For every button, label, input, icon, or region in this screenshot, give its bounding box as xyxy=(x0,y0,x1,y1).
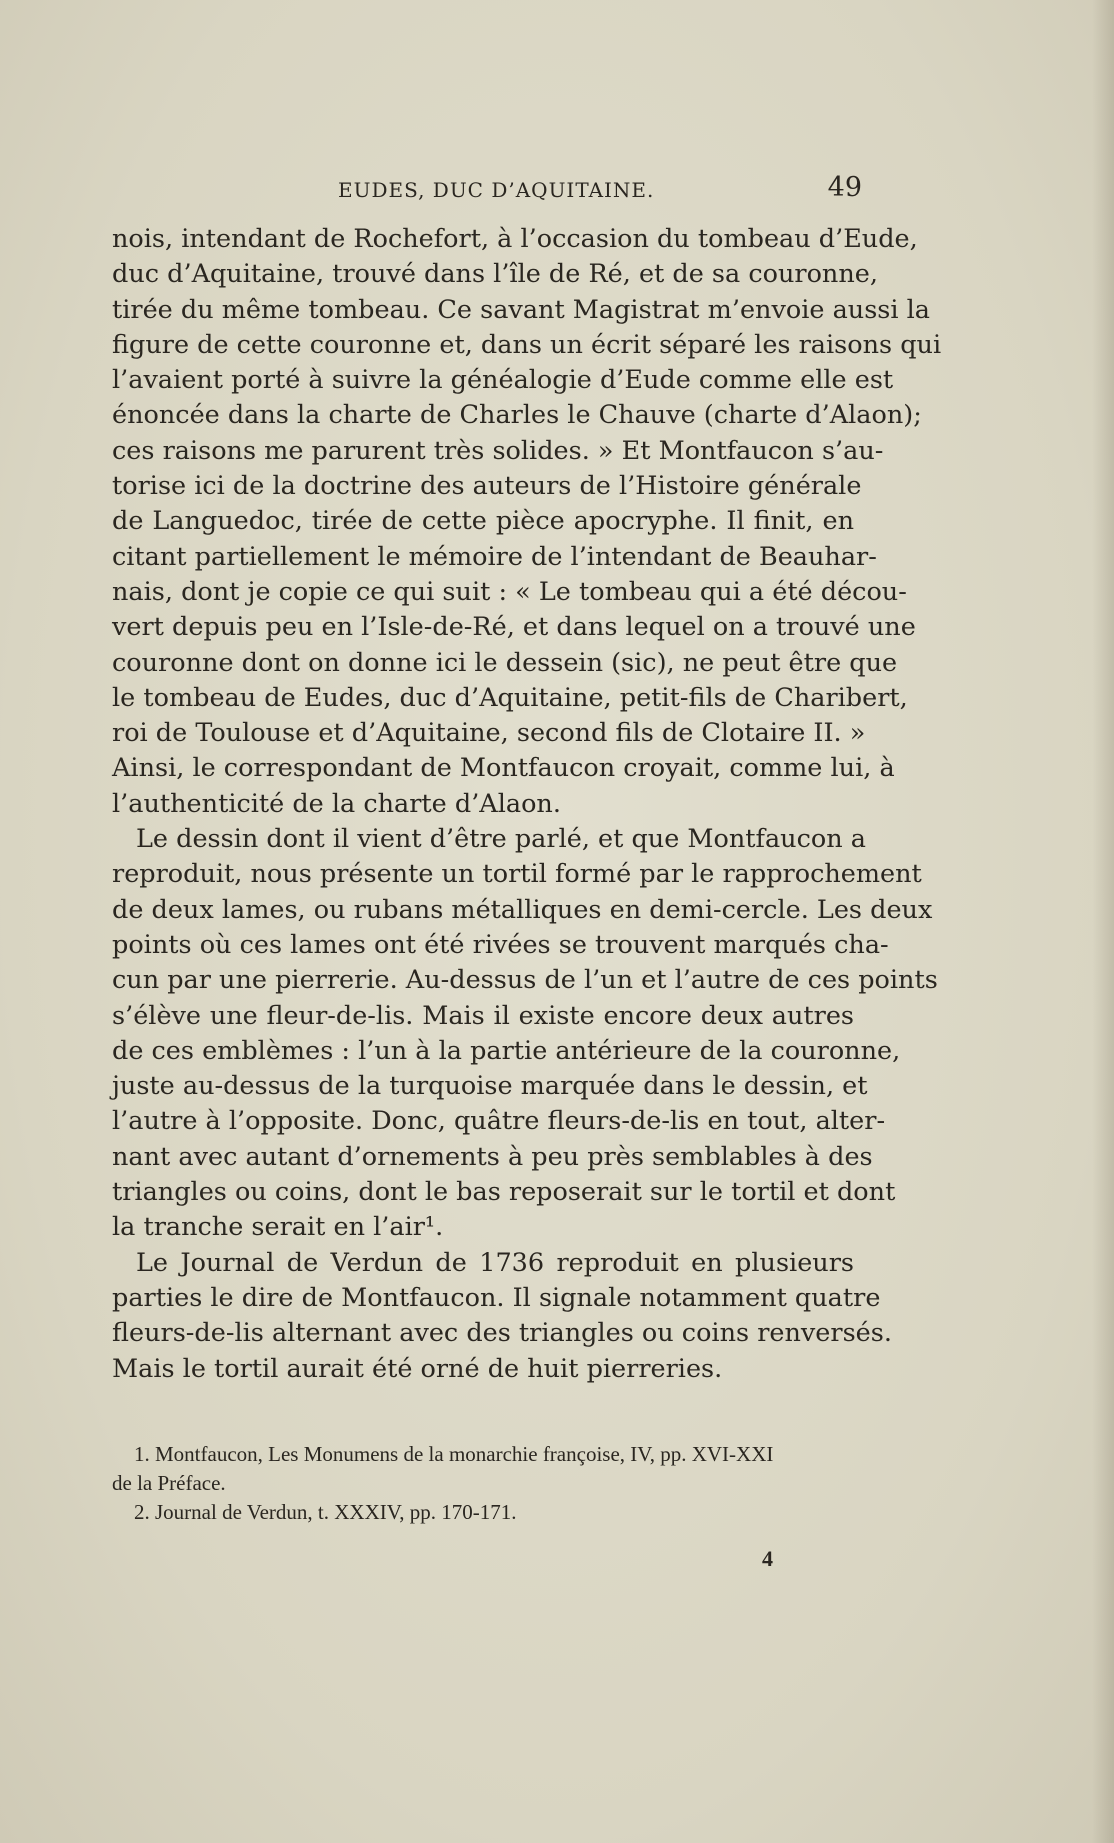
text-line: Mais le tortil aurait été orné de huit pierreries. xyxy=(112,1353,723,1384)
text-line: de ces emblèmes : l’un à la partie antérieure de la couronne, xyxy=(112,1035,901,1066)
footnote-2: 2. Journal de Verdun, t. XXXIV, pp. 170-171. xyxy=(134,1500,517,1524)
text-line: cun par une pierrerie. Au-dessus de l’un et l’autre de ces points xyxy=(112,965,938,996)
text-line: l’autre à l’opposite. Donc, quâtre fleurs-de-lis en tout, alter- xyxy=(112,1106,886,1137)
text-line: nant avec autant d’ornements à peu près semblables à des xyxy=(112,1141,873,1172)
page-number: 49 xyxy=(827,172,862,203)
text-line: duc d’Aquitaine, trouvé dans l’île de Ré, et de sa couronne, xyxy=(112,259,878,290)
text-line: nois, intendant de Rochefort, à l’occasion du tombeau d’Eude, xyxy=(112,224,918,254)
text-line: fleurs-de-lis alternant avec des triangles ou coins renversés. xyxy=(112,1318,892,1349)
text-line: couronne dont on donne ici le dessein (sic), ne peut être que xyxy=(112,647,898,678)
text-line: de deux lames, ou rubans métalliques en demi-cercle. Les deux xyxy=(112,894,933,925)
text-line: nais, dont je copie ce qui suit : « Le tombeau qui a été décou- xyxy=(112,576,907,607)
body-text xyxy=(112,222,942,1387)
page-edge-shadow xyxy=(1092,0,1114,1843)
text-line: Le dessin dont il vient d’être parlé, et que Montfaucon a xyxy=(136,824,866,855)
text-line: l’authenticité de la charte d’Alaon. xyxy=(112,788,561,819)
text-line: points où ces lames ont été rivées se trouvent marqués cha- xyxy=(112,929,889,960)
text-line: l’avaient porté à suivre la généalogie d’Eude comme elle est xyxy=(112,365,894,396)
text-line: de Languedoc, tirée de cette pièce apocryphe. Il finit, en xyxy=(112,506,854,537)
text-line: citant partiellement le mémoire de l’intendant de Beauhar- xyxy=(112,541,877,572)
page-header xyxy=(112,172,862,208)
text-line: Le Journal de Verdun de 1736 reproduit en plusieurs xyxy=(136,1247,854,1278)
text-line: le tombeau de Eudes, duc d’Aquitaine, petit-fils de Charibert, xyxy=(112,682,908,713)
footnote-1: 1. Montfaucon, Les Monumens de la monarchie françoise, IV, pp. XVI-XXI xyxy=(134,1442,774,1466)
text-line: tirée du même tombeau. Ce savant Magistrat m’envoie aussi la xyxy=(112,294,930,325)
running-head: EUDES, DUC D’AQUITAINE. xyxy=(338,178,655,202)
text-line: Ainsi, le correspondant de Montfaucon croyait, comme lui, à xyxy=(112,753,895,784)
text-line: parties le dire de Montfaucon. Il signale notamment quatre xyxy=(112,1282,881,1313)
text-line: roi de Toulouse et d’Aquitaine, second fils de Clotaire II. » xyxy=(112,718,866,749)
text-line: la tranche serait en l’air¹. xyxy=(112,1212,444,1243)
text-line: triangles ou coins, dont le bas reposerait sur le tortil et dont xyxy=(112,1177,896,1208)
text-line: torise ici de la doctrine des auteurs de l’Histoire générale xyxy=(112,471,862,502)
text-line: reproduit, nous présente un tortil formé par le rapprochement xyxy=(112,859,922,890)
text-line: vert depuis peu en l’Isle-de-Ré, et dans lequel on a trouvé une xyxy=(112,612,916,643)
text-line: ces raisons me parurent très solides. » Et Montfaucon s’au- xyxy=(112,435,884,466)
footnote-1-cont: de la Préface. xyxy=(112,1471,226,1495)
text-line: s’élève une fleur-de-lis. Mais il existe encore deux autres xyxy=(112,1000,854,1031)
signature-mark: 4 xyxy=(762,1546,773,1571)
footnotes xyxy=(112,1440,854,1527)
text-line: juste au-dessus de la turquoise marquée dans le dessin, et xyxy=(112,1071,868,1102)
text-line: énoncée dans la charte de Charles le Chauve (charte d’Alaon); xyxy=(112,400,922,431)
text-line: figure de cette couronne et, dans un écrit séparé les raisons qui xyxy=(112,329,942,360)
